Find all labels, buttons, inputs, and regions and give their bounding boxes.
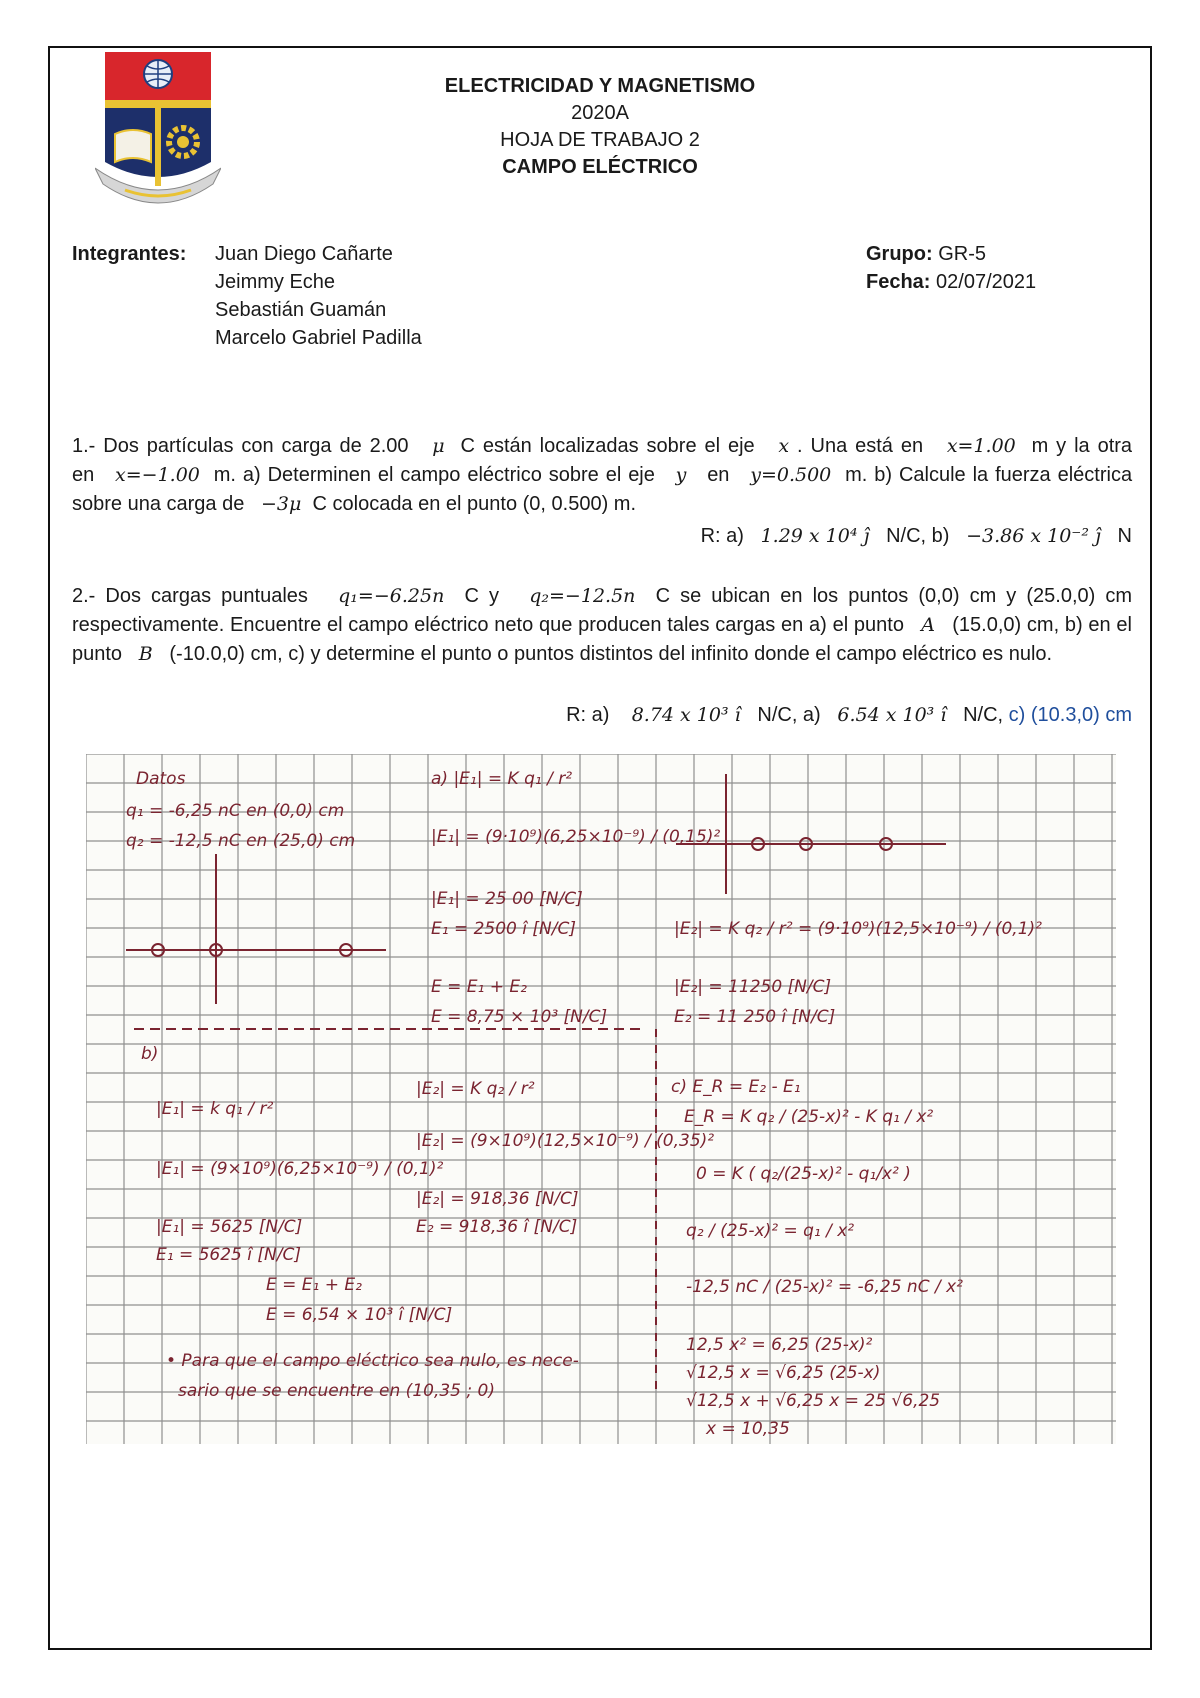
handwritten-solution [86,754,1116,1444]
topic-title: CAMPO ELÉCTRICO [502,156,698,178]
hw-line: E₁ = 2500 î [N/C] [431,919,576,939]
problem-2-statement: 2.- Dos cargas puntuales q₁=−6.25n C y q₂=−12.5n C se ubican en los puntos (0,0) cm y (25.0,0) cm respectivamente. Encuentre el campo eléctrico neto que producen tales cargas en a) el punto A (15.0,0) cm, b) en el punto B (-10.0,0) cm, c) y determine el punto o puntos distintos del infinito donde el campo eléctrico es nulo. [72,585,1133,665]
hw-line: |E₁| = 25 00 [N/C] [431,889,583,909]
problem-1-answer: R: a) 1.29 x 10⁴ ĵ N/C, b) −3.86 x 10⁻² ĵ N [700,525,1132,547]
course-title: ELECTRICIDAD Y MAGNETISMO [444,75,756,97]
hw-line: √12,5 x + √6,25 x = 25 √6,25 [686,1391,941,1411]
hw-line: q₂ / (25-x)² = q₁ / x² [686,1221,855,1241]
hw-line: E = 6,54 × 10³ î [N/C] [266,1305,453,1325]
hw-line: E₁ = 5625 î [N/C] [156,1245,301,1265]
hw-line: a) |E₁| = K q₁ / r² [431,769,573,789]
problem-1-statement: 1.- Dos partículas con carga de 2.00 μ C están localizadas sobre el eje x . Una está en x=1.00 m y la otra en x=−1.00 m. a) Determinen el campo eléctrico sobre el eje y en y=0.500 m. b) Calcule la fuerza eléctrica sobre una carga de −3μ C colocada en el punto (0, 0.500) m. [72,435,1133,515]
hw-line: |E₂| = 918,36 [N/C] [416,1189,579,1209]
document-header [300,73,900,181]
hw-line: 12,5 x² = 6,25 (25-x)² [686,1335,873,1355]
hw-line: E_R = K q₂ / (25-x)² - K q₁ / x² [684,1107,934,1127]
hw-line: |E₁| = (9×10⁹)(6,25×10⁻⁹) / (0,1)² [156,1159,444,1179]
hw-line: E₂ = 918,36 î [N/C] [416,1217,578,1237]
hw-line: 0 = K ( q₂/(25-x)² - q₁/x² ) [696,1164,911,1184]
hw-line: E = E₁ + E₂ [431,977,527,997]
sheet-title: HOJA DE TRABAJO 2 [500,129,700,151]
member-name: Jeimmy Eche [215,271,336,293]
university-logo [95,52,221,210]
hw-line: b) [141,1044,159,1064]
hw-line: |E₁| = k q₁ / r² [156,1099,274,1119]
hw-line: |E₁| = (9·10⁹)(6,25×10⁻⁹) / (0,15)² [431,827,721,847]
hw-datos: Datos [136,769,186,789]
date-label: Fecha: [866,271,931,293]
hw-note: sario que se encuentre en (10,35 ; 0) [178,1381,495,1401]
group-date-block [866,240,1036,296]
hw-line: |E₁| = 5625 [N/C] [156,1217,303,1237]
hw-line: |E₂| = K q₂ / r² = (9·10⁹)(12,5×10⁻⁹) / (0,1)² [674,919,1042,939]
hw-line: q₁ = -6,25 nC en (0,0) cm [126,801,345,821]
hw-line: c) E_R = E₂ - E₁ [671,1077,801,1097]
hw-line: √12,5 x = √6,25 (25-x) [686,1363,881,1383]
member-name: Marcelo Gabriel Padilla [215,327,422,349]
term: 2020A [571,102,629,124]
hw-line: E₂ = 11 250 î [N/C] [674,1007,836,1027]
hw-line: x = 10,35 [706,1419,790,1439]
member-name: Juan Diego Cañarte [215,243,393,265]
problem-2-answer: R: a) 8.74 x 10³ î N/C, a) 6.54 x 10³ î N/C, c) (10.3,0) cm [566,704,1132,726]
member-name: Sebastián Guamán [215,299,387,321]
hw-note: • Para que el campo eléctrico sea nulo, es nece- [166,1351,579,1371]
hw-line: q₂ = -12,5 nC en (25,0) cm [126,831,356,851]
members-label: Integrantes: [72,243,187,265]
hw-line: E = E₁ + E₂ [266,1275,362,1295]
hw-line: |E₂| = 11250 [N/C] [674,977,832,997]
date-value: 02/07/2021 [936,271,1037,293]
group-value: GR-5 [938,243,987,265]
hw-line: E = 8,75 × 10³ [N/C] [431,1007,608,1027]
hw-line: |E₂| = K q₂ / r² [416,1079,535,1099]
hw-line: |E₂| = (9×10⁹)(12,5×10⁻⁹) / (0,35)² [416,1131,715,1151]
group-label: Grupo: [866,243,933,265]
hw-line: -12,5 nC / (25-x)² = -6,25 nC / x² [686,1277,963,1297]
